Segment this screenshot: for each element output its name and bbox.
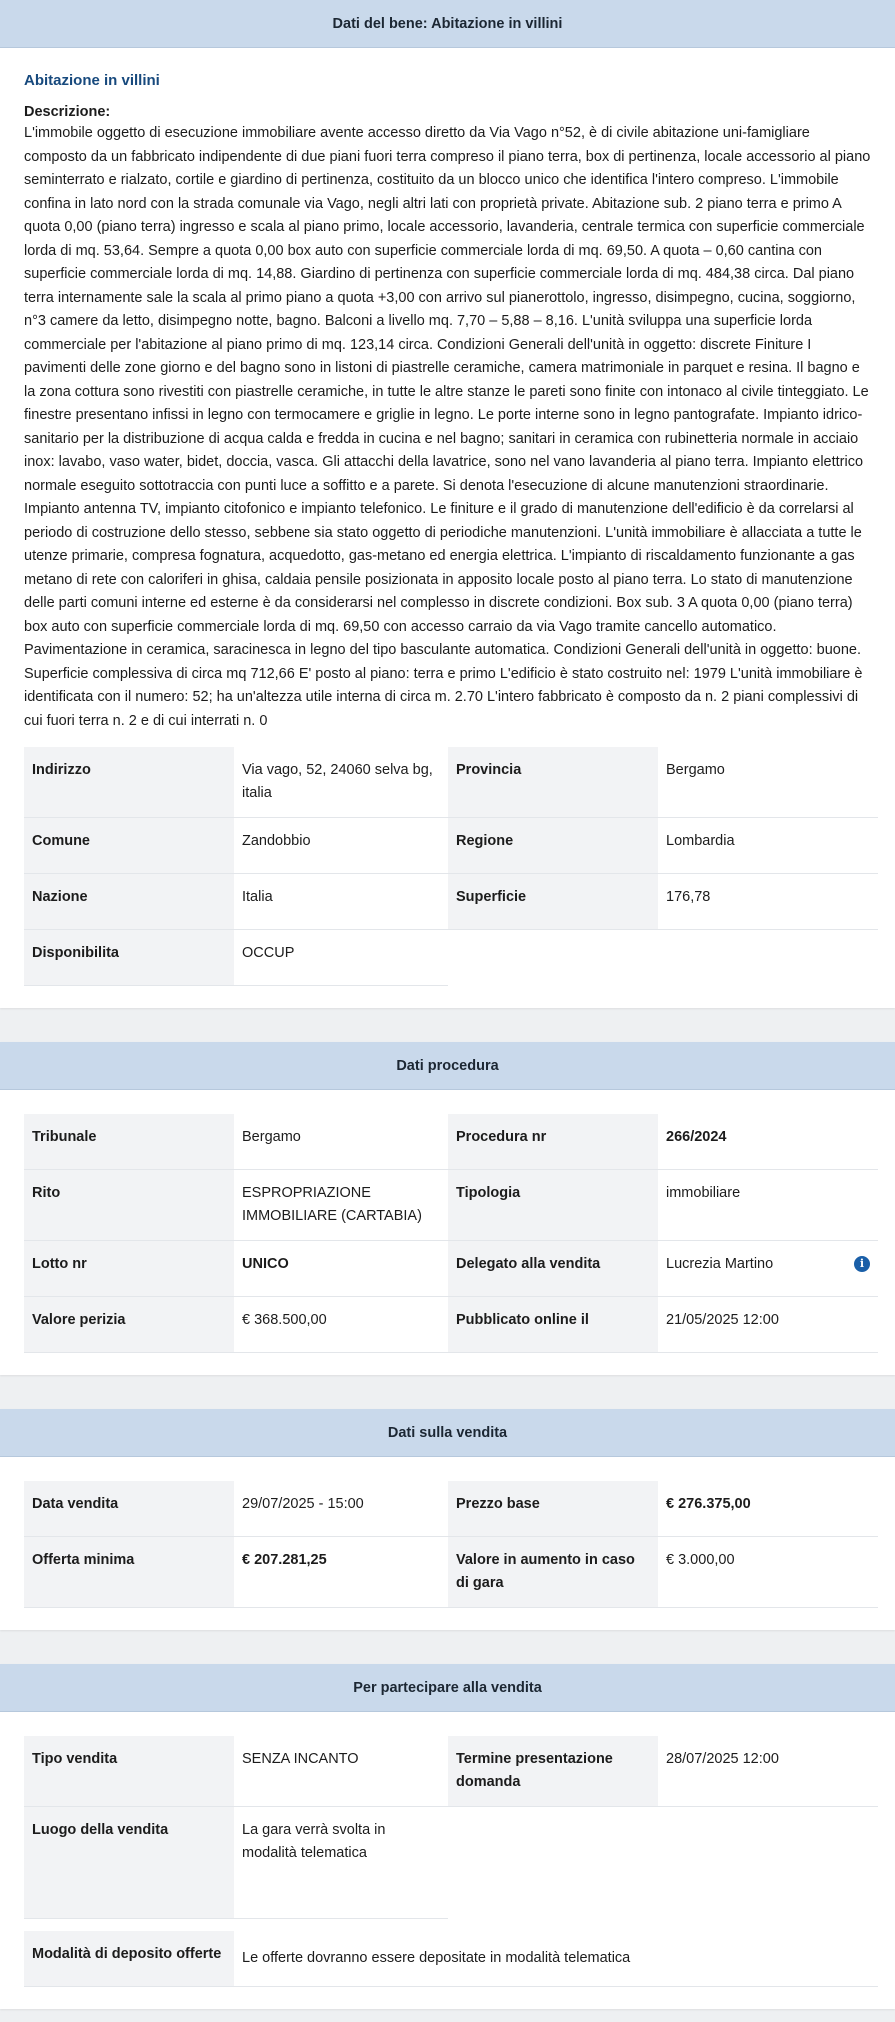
- bene-header: Dati del bene: Abitazione in villini: [0, 0, 895, 48]
- aumento-label: Valore in aumento in caso di gara: [448, 1537, 658, 1608]
- provincia-value: Bergamo: [658, 747, 878, 818]
- indirizzo-value: Via vago, 52, 24060 selva bg, italia: [234, 747, 448, 818]
- procedura-header: Dati procedura: [0, 1042, 895, 1090]
- vendita-card: [0, 1409, 895, 1630]
- perizia-label: Valore perizia: [24, 1297, 234, 1353]
- perizia-value: € 368.500,00: [234, 1297, 448, 1353]
- empty-cell: [658, 930, 878, 986]
- deposito-label: Modalità di deposito offerte: [24, 1931, 234, 1987]
- bene-grid: [24, 747, 871, 986]
- vendita-grid: [24, 1481, 871, 1608]
- delegato-cell: [658, 1241, 878, 1297]
- rito-value: ESPROPRIAZIONE IMMOBILIARE (CARTABIA): [234, 1170, 448, 1241]
- provincia-label: Provincia: [448, 747, 658, 818]
- lotto-label: Lotto nr: [24, 1241, 234, 1297]
- description-text: L'immobile oggetto di esecuzione immobiliare avente accesso diretto da Via Vago n°52, è di civile abitazione uni-famigliare composto da un fabbricato indipendente di due piani fuori terra compreso il piano terra, box di pertinenza, locale accessorio al piano seminterrato e rialzato, cortile e giardino di pertinenza, costituito da un blocco unico che identifica l'intero compreso. L'immobile confina in lato nord con la strada comunale via Vago, negli altri lati con proprietà private. Abitazione sub. 2 piano terra e primo A quota 0,00 (piano terra) ingresso e scala al piano primo, locale accessorio, lavanderia, centrale termica con superficie commerciale lorda di mq. 53,64. Sempre a quota 0,00 box auto con superficie commerciale lorda di mq. 69,50. A quota – 0,60 cantina con superficie commerciale lorda di mq. 14,88. Giardino di pertinenza con superficie commerciale lorda di mq. 484,38 circa. Dal piano terra internamente sale la scala al primo piano a quota +3,00 con arrivo sul pianerottolo, ingresso, disimpegno, cucina, soggiorno, n°3 camere da letto, disimpegno notte, bagno. Balconi a livello mq. 7,70 – 5,88 – 8,16. L'unità sviluppa una superficie lorda commerciale per l'abitazione al piano primo di mq. 123,14 circa. Condizioni Generali dell'unità in oggetto: discrete Finiture I pavimenti delle zone giorno e del bagno sono in listoni di piastrelle ceramiche, camera matrimoniale in parquet e resina. Il bagno e la zona cottura sono rivestiti con piastrelle ceramiche, in tutte le altre stanze le pareti sono finite con intonaco al civile tinteggiato. Le finestre presentano infissi in legno con termocamere e griglie in legno. Le porte interne sono in legno pantografate. Impianto idrico-sanitario per la distribuzione di acqua calda e fredda in cucina e nel bagno; sanitari in ceramica con rubinetteria normale in acciaio inox: lavabo, vaso water, bidet, doccia, vasca. Gli attacchi della lavatrice, sono nel vano lavanderia al piano terra. Impianto elettrico normale eseguito sottotraccia con punti luce a soffitto e a parete. Si denota l'esecuzione di alcune manutenzioni straordinarie. Impianto antenna TV, impianto citofonico e impianto telefonico. Le finiture e il grado di manutenzione dell'edificio è da correlarsi al periodo di costruzione dello stesso, sebbene sia stato oggetto di periodiche manutenzioni. L'unità immobiliare è allacciata a tutte le utenze primarie, compresa fognatura, acquedotto, gas-metano ed energia elettrica. L'impianto di riscaldamento funzionante a gas metano di rete con caloriferi in ghisa, caldaia pensile posizionata in apposito locale posto al piano terra. Lo stato di manutenzione delle parti comuni interne ed esterne è da considerarsi nel complesso in discrete condizioni. Box sub. 3 A quota 0,00 (piano terra) box auto con superficie commerciale lorda di mq. 69,50 con accesso carraio da via Vago tramite cancello automatico. Pavimentazione in ceramica, saracinesca in legno del tipo basculante automatica. Condizioni Generali dell'unità in oggetto: buone. Superficie complessiva di circa mq 712,66 E' posto al piano: terra e primo L'edificio è stato costruito nel: 1979 L'unità immobiliare è identificata con il numero: 52; ha un'altezza utile interna di circa m. 2.70 L'intero fabbricato è composto da n. 2 piani complessivi di cui fuori terra n. 2 e di cui interrati n. 0: [24, 125, 871, 729]
- procedura-grid: [24, 1114, 871, 1353]
- termine-label: Termine presentazione domanda: [448, 1736, 658, 1807]
- partecipare-grid: [24, 1736, 871, 1987]
- offerta-minima-value: € 207.281,25: [234, 1537, 448, 1608]
- delegato-value: Lucrezia Martino: [666, 1256, 774, 1272]
- lotto-value: UNICO: [234, 1241, 448, 1297]
- indirizzo-label: Indirizzo: [24, 747, 234, 818]
- procedura-value: 266/2024: [658, 1114, 878, 1170]
- procedura-label: Procedura nr: [448, 1114, 658, 1170]
- procedura-card: [0, 1042, 895, 1375]
- empty-cell: [448, 930, 658, 986]
- deposito-value: Le offerte dovranno essere depositate in modalità telematica: [234, 1931, 878, 1987]
- aumento-value: € 3.000,00: [658, 1537, 878, 1608]
- disponibilita-value: OCCUP: [234, 930, 448, 986]
- bene-title: Abitazione in villini: [24, 72, 160, 89]
- empty-cell: [658, 1807, 878, 1919]
- tribunale-label: Tribunale: [24, 1114, 234, 1170]
- prezzo-base-label: Prezzo base: [448, 1481, 658, 1537]
- data-vendita-value: 29/07/2025 - 15:00: [234, 1481, 448, 1537]
- pubblicato-label: Pubblicato online il: [448, 1297, 658, 1353]
- comune-value: Zandobbio: [234, 818, 448, 874]
- nazione-value: Italia: [234, 874, 448, 930]
- nazione-label: Nazione: [24, 874, 234, 930]
- tribunale-value: Bergamo: [234, 1114, 448, 1170]
- tipo-vendita-value: SENZA INCANTO: [234, 1736, 448, 1807]
- vendita-header: Dati sulla vendita: [0, 1409, 895, 1457]
- delegato-label: Delegato alla vendita: [448, 1241, 658, 1297]
- regione-label: Regione: [448, 818, 658, 874]
- description-label: Descrizione:: [24, 104, 111, 120]
- partecipare-header: Per partecipare alla vendita: [0, 1664, 895, 1712]
- tipologia-value: immobiliare: [658, 1170, 878, 1241]
- info-icon[interactable]: i: [854, 1256, 870, 1272]
- regione-value: Lombardia: [658, 818, 878, 874]
- termine-value: 28/07/2025 12:00: [658, 1736, 878, 1807]
- prezzo-base-value: € 276.375,00: [658, 1481, 878, 1537]
- data-vendita-label: Data vendita: [24, 1481, 234, 1537]
- partecipare-card: [0, 1664, 895, 2009]
- luogo-label: Luogo della vendita: [24, 1807, 234, 1919]
- comune-label: Comune: [24, 818, 234, 874]
- superficie-label: Superficie: [448, 874, 658, 930]
- bene-card: [0, 0, 895, 1008]
- superficie-value: 176,78: [658, 874, 878, 930]
- pubblicato-value: 21/05/2025 12:00: [658, 1297, 878, 1353]
- offerta-minima-label: Offerta minima: [24, 1537, 234, 1608]
- luogo-value: La gara verrà svolta in modalità telematica: [234, 1807, 448, 1919]
- disponibilita-label: Disponibilita: [24, 930, 234, 986]
- rito-label: Rito: [24, 1170, 234, 1241]
- tipologia-label: Tipologia: [448, 1170, 658, 1241]
- empty-cell: [448, 1807, 658, 1919]
- tipo-vendita-label: Tipo vendita: [24, 1736, 234, 1807]
